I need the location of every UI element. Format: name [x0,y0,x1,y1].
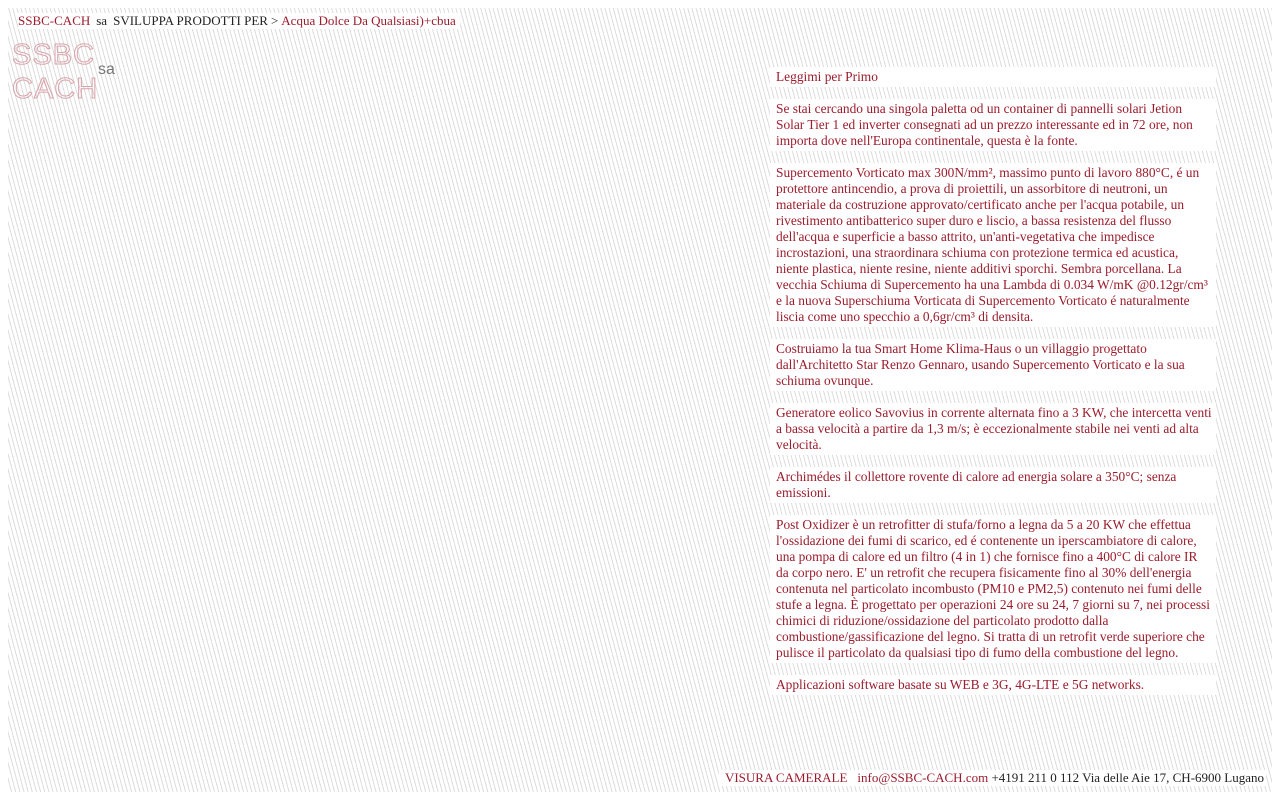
content-block-wind-generator[interactable] [770,403,1216,455]
breadcrumb-separator: > [270,13,279,28]
read-first-link[interactable]: Leggimi per Primo [776,69,878,84]
breadcrumb-section-link[interactable]: SVILUPPA PRODOTTI PER [113,13,268,28]
content-block-post-oxidizer[interactable] [770,515,1216,663]
solar-panels-link[interactable]: Se stai cercando una singola paletta od un container di pannelli solari Jetion Solar Tier 1 ed inverter consegnati ad un prezzo interessante ed in 72 ore, non importa dove nell'Europa continentale, questa è la fonte. [776,101,1193,148]
content-column [770,67,1216,707]
post-oxidizer-link[interactable]: Post Oxidizer è un retrofitter di stufa/forno a legna da 5 a 20 KW che effettua l'ossidazione dei fumi di scarico, ed é contenente un iperscambiatore di calore, una pompa di calore ed un filtro (4 in 1) che fornisce fino a 400°C di calore IR da corpo nero. E' un retrofit che recupera fisicamente fino al 30% dell'energia contenuta nel particolato incombusto (PM10 e PM2,5) contenuto nei fumi delle stufe a legna. È progettato per operazioni 24 ore su 24, 7 giorni su 7, nei processi chimici di riduzione/ossidazione del particolato prodotto dalla combustione/gassificazione del legno. Si tratta di un retrofit verde superiore che pulisce il particolato da qualsiasi tipo di fumo della combustione del legno. [776,517,1210,660]
software-link[interactable]: Applicazioni software basate su WEB e 3G, 4G-LTE e 5G networks. [776,677,1145,692]
contact-info: +4191 211 0 112 Via delle Aie 17, CH-6900 Lugano [991,770,1264,785]
page-background [8,8,1272,792]
footer [719,770,1266,786]
registry-link[interactable]: VISURA CAMERALE [724,770,848,785]
breadcrumb [18,13,460,29]
solar-collector-link[interactable]: Archimédes il collettore rovente di calore ad energia solare a 350°C; senza emissioni. [776,469,1177,500]
company-logo[interactable] [12,40,122,104]
content-block-read-first[interactable] [770,67,1216,87]
logo-line-1: SSBC [12,39,95,71]
smart-home-link[interactable]: Costruiamo la tua Smart Home Klima-Haus o un villaggio progettato dall'Architetto Star Renzo Gennaro, usando Supercemento Vorticato e la sua schiuma ovunque. [776,341,1185,388]
wind-generator-link[interactable]: Generatore eolico Savovius in corrente alternata fino a 3 KW, che intercetta venti a bassa velocità a partire da 1,3 m/s; è eccezionalmente stabile nei venti ad alta velocità. [776,405,1212,452]
content-block-smart-home[interactable] [770,339,1216,391]
content-block-solar-collector[interactable] [770,467,1216,503]
breadcrumb-home-link[interactable]: SSBC-CACH [18,13,91,28]
content-block-software[interactable] [770,675,1216,695]
supercement-link[interactable]: Supercemento Vorticato max 300N/mm², massimo punto di lavoro 880°C, é un protettore antincendio, a prova di proiettili, un assorbitore di neutroni, un materiale da costruzione approvato/certificato anche per l'acqua potabile, un rivestimento antibatterico super duro e liscio, a bassa resistenza del flusso dell'acqua e superficie a basso attrito, un'anti-vegetativa che impedisce incrostazioni, una straordinara schiuma con protezione termica ed acustica, niente plastica, niente resine, niente additivi sporchi. Sembra porcellana. La vecchia Schiuma di Supercemento ha una Lambda di 0.034 W/mK @0.12gr/cm³ e la nuova Superschiuma Vorticata di Supercemento Vorticato é naturalmente liscia come uno specchio a 0,6gr/cm³ di densita. [776,165,1208,324]
content-block-solar-panels[interactable] [770,99,1216,151]
breadcrumb-sa-label: sa [96,13,108,28]
logo-suffix: sa [98,61,115,78]
email-link[interactable]: info@SSBC-CACH.com [857,770,989,785]
logo-line-2: CACH [12,73,99,105]
content-block-supercement[interactable] [770,163,1216,327]
breadcrumb-current-link[interactable]: Acqua Dolce Da Qualsiasi)+cbua [281,13,456,28]
